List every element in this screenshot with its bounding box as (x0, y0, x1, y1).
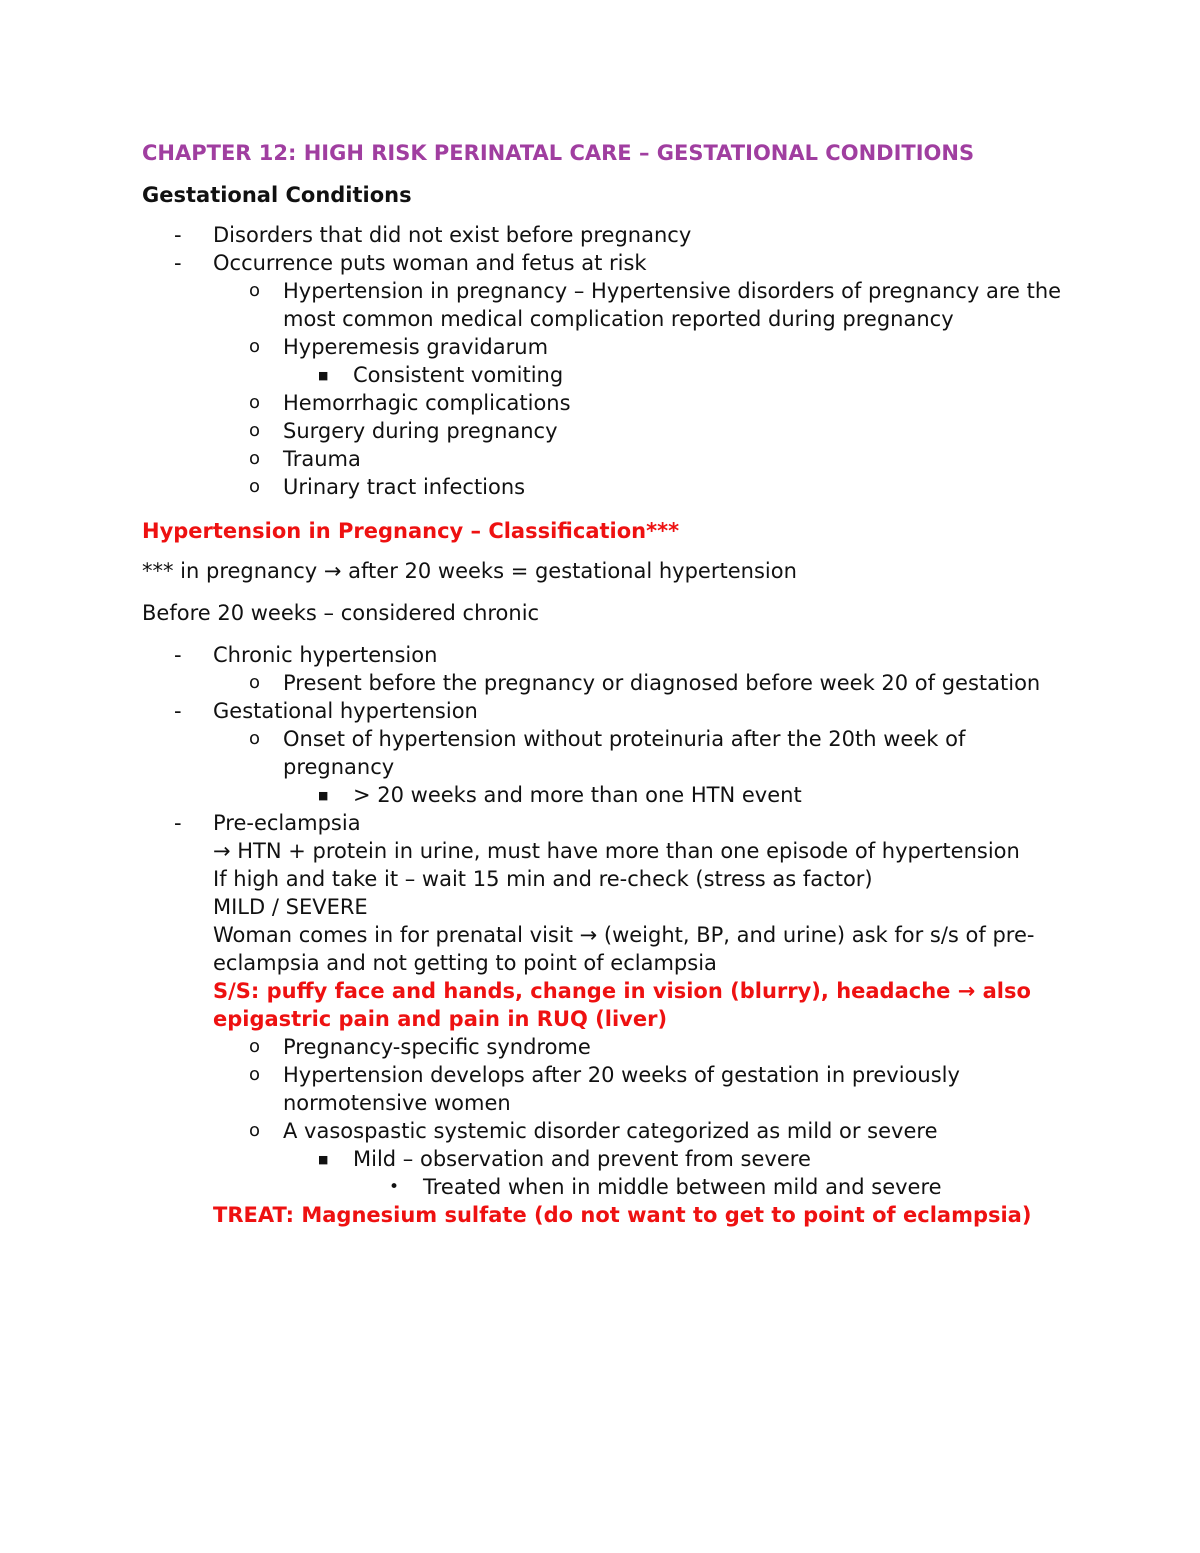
list-item (142, 361, 1062, 389)
list-item-text: Gestational hypertension (213, 699, 478, 723)
list-item (142, 1117, 1062, 1145)
list-item (142, 249, 1062, 277)
list-item-text: Trauma (283, 447, 361, 471)
list-item-text: Treated when in middle between mild and severe (423, 1175, 942, 1199)
list-item (142, 445, 1062, 473)
list-item-text: > 20 weeks and more than one HTN event (353, 783, 802, 807)
circle-marker: o (249, 392, 261, 413)
list-item (142, 1145, 1062, 1173)
list-item-text: Mild – observation and prevent from severe (353, 1147, 811, 1171)
signs-symptoms: S/S: puffy face and hands, change in vision (blurry), headache → also epigastric pain and pain in RUQ (liver) (213, 979, 1031, 1031)
list-item (142, 781, 1062, 809)
list-item-text: Present before the pregnancy or diagnosed before week 20 of gestation (283, 671, 1041, 695)
list-item-text: Hyperemesis gravidarum (283, 335, 549, 359)
treatment-note: TREAT: Magnesium sulfate (do not want to get to point of eclampsia) (213, 1203, 1032, 1227)
dash-marker: - (174, 251, 182, 275)
note-gestational-hypertension: *** in pregnancy → after 20 weeks = gestational hypertension (142, 559, 797, 583)
preeclampsia-line: If high and take it – wait 15 min and re-check (stress as factor) (213, 867, 873, 891)
list-item-text: Occurrence puts woman and fetus at risk (213, 251, 647, 275)
circle-marker: o (249, 420, 261, 441)
list-item (142, 221, 1062, 249)
dash-marker: - (174, 643, 182, 667)
list-item-text: Urinary tract infections (283, 475, 526, 499)
list-item-text: Disorders that did not exist before pregnancy (213, 223, 692, 247)
circle-marker: o (249, 672, 261, 693)
list-item (142, 473, 1062, 501)
list-item (142, 641, 1062, 669)
circle-marker: o (249, 280, 261, 301)
list-item (142, 725, 1062, 781)
list-item-text: Pre-eclampsia (213, 811, 361, 835)
list-item (142, 389, 1062, 417)
list-item (142, 1173, 1062, 1201)
dash-marker: - (174, 223, 182, 247)
list-item (142, 669, 1062, 697)
list-item (142, 417, 1062, 445)
square-marker: ■ (318, 1153, 329, 1166)
circle-marker: o (249, 476, 261, 497)
circle-marker: o (249, 728, 261, 749)
list-item-text: Consistent vomiting (353, 363, 564, 387)
list-item-text: Onset of hypertension without proteinuria after the 20th week of pregnancy (283, 727, 966, 779)
section-heading-gestational-conditions: Gestational Conditions (142, 183, 412, 207)
list-item (142, 277, 1062, 333)
dash-marker: - (174, 699, 182, 723)
list-item-text: Surgery during pregnancy (283, 419, 558, 443)
preeclampsia-line: MILD / SEVERE (213, 895, 368, 919)
bullet-marker: • (389, 1177, 400, 1197)
list-item-text: Hemorrhagic complications (283, 391, 571, 415)
circle-marker: o (249, 448, 261, 469)
list-item (142, 809, 1062, 837)
list-item (142, 697, 1062, 725)
circle-marker: o (249, 1036, 261, 1057)
square-marker: ■ (318, 789, 329, 802)
circle-marker: o (249, 1064, 261, 1085)
list-item-text: Hypertension in pregnancy – Hypertensive disorders of pregnancy are the most common medical complication reported during pregnancy (283, 279, 1062, 331)
list-item-text: Chronic hypertension (213, 643, 438, 667)
list-item (142, 1033, 1062, 1061)
list-item-text: Hypertension develops after 20 weeks of gestation in previously normotensive women (283, 1063, 960, 1115)
document-page (142, 140, 1062, 1229)
chapter-title: CHAPTER 12: HIGH RISK PERINATAL CARE – GESTATIONAL CONDITIONS (142, 141, 975, 165)
list-item (142, 1061, 1062, 1117)
list-item-text: Pregnancy-specific syndrome (283, 1035, 591, 1059)
circle-marker: o (249, 336, 261, 357)
dash-marker: - (174, 811, 182, 835)
square-marker: ■ (318, 369, 329, 382)
circle-marker: o (249, 1120, 261, 1141)
preeclampsia-line: → HTN + protein in urine, must have more than one episode of hypertension (213, 839, 1020, 863)
section-heading-hypertension-classification: Hypertension in Pregnancy – Classification*** (142, 519, 680, 543)
preeclampsia-line: Woman comes in for prenatal visit → (weight, BP, and urine) ask for s/s of pre-eclampsia and not getting to point of eclampsia (213, 923, 1035, 975)
list-item-text: A vasospastic systemic disorder categorized as mild or severe (283, 1119, 938, 1143)
list-item (142, 333, 1062, 361)
note-chronic: Before 20 weeks – considered chronic (142, 601, 540, 625)
